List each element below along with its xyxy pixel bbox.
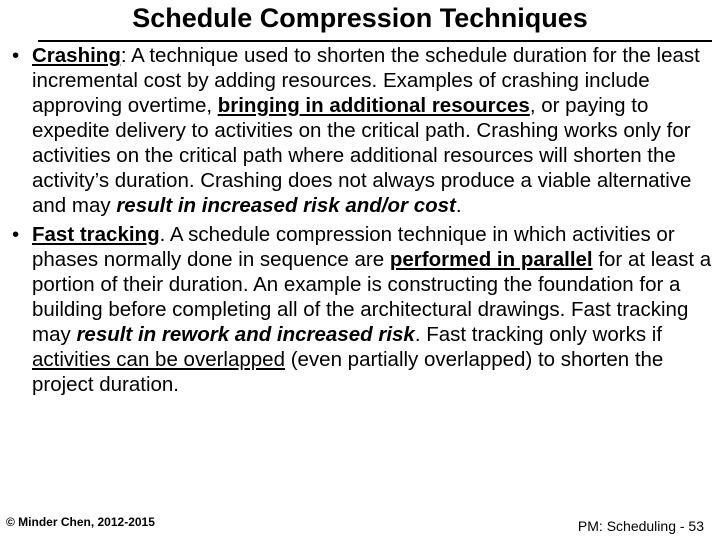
crashing-emphasis-risk: result in increased risk and/or cost [116,194,456,217]
bullet-marker: • [12,44,20,67]
fast-tracking-emphasis-overlapped: activities can be overlapped [32,348,285,371]
fast-tracking-text-1: . A schedule compression technique in which activities or phases normally done in sequence are [32,223,675,271]
crashing-text-3: . [455,194,462,217]
term-crashing: Crashing [32,44,121,67]
fast-tracking-text-4: (even partially overlapped) to shorten the project duration. [32,348,664,396]
footer-copyright: © Minder Chen, 2012-2015 [6,515,155,529]
title-underline [38,40,712,42]
bullet-crashing [10,43,715,218]
footer-page-label: PM: Scheduling - 53 [577,518,704,534]
crashing-text-1: : A technique used to shorten the schedule duration for the least incremental cost by adding resources. Examples of crashing include approving overtime, [32,44,700,117]
fast-tracking-emphasis-parallel: performed in parallel [389,248,593,271]
term-fast-tracking: Fast tracking [32,223,160,246]
bullet-fast-tracking [10,222,715,397]
fast-tracking-emphasis-rework: result in rework and increased risk [76,323,415,346]
fast-tracking-text-2: for at least a portion of their duration. An example is constructing the foundation for a building before completing all of the architectural drawings. Fast tracking may [32,248,712,346]
bullet-marker: • [12,223,20,246]
crashing-text-2: , or paying to expedite delivery to activities on the critical path. Crashing works only for activities on the critical path where additional resources will shorten the activity’s duration. Crashing does not always produce a viable alternative and may [32,94,692,217]
bullet-list [10,43,715,401]
slide-title: Schedule Compression Techniques [132,3,588,33]
fast-tracking-text-3: . Fast tracking only works if [414,323,663,346]
crashing-emphasis-resources: bringing in additional resources [217,94,530,117]
